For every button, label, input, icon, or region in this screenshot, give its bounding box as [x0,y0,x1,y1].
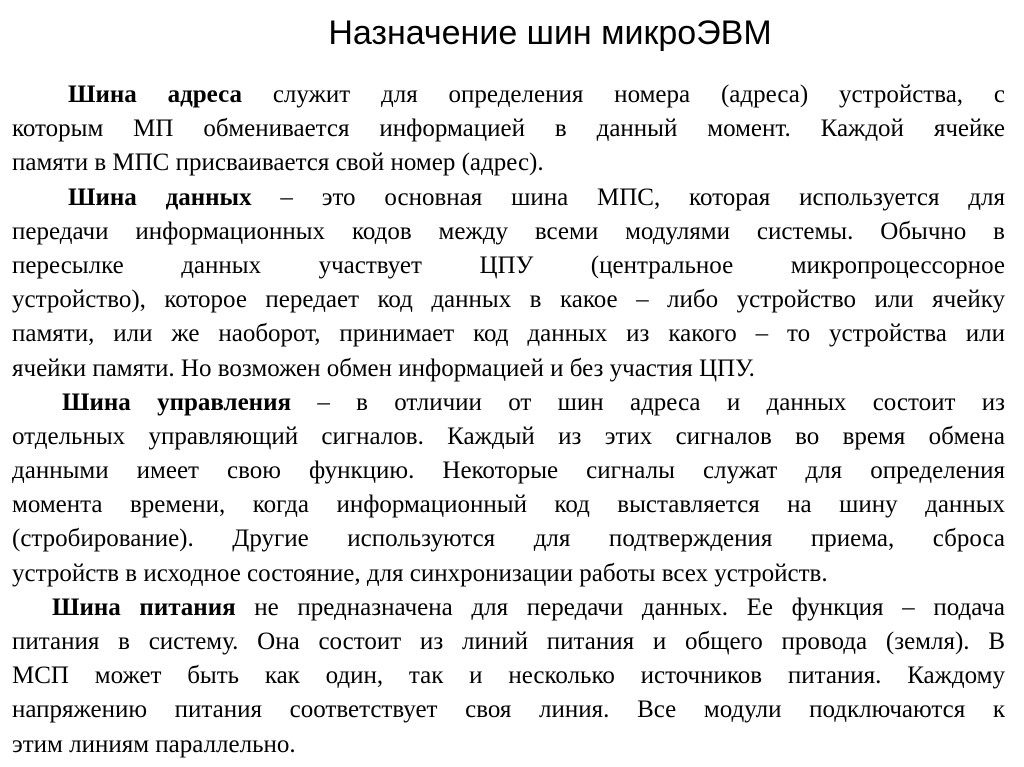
paragraph-line [12,454,1005,488]
line-text: – это основная шина МПС, которая используется для [251,183,1005,211]
paragraph-line [12,591,1005,625]
line-text: отдельных управляющий сигналов. Каждый из этих сигналов во время обмена [12,422,1005,450]
line-text: этим линиям параллельно. [12,730,296,758]
paragraph-line [12,112,1005,146]
paragraph-line [12,420,1005,454]
paragraph-line [12,728,1005,762]
line-text: (стробирование). Другие используются для подтверждения приема, сброса [12,525,1005,553]
paragraph-line [12,283,1005,317]
line-text: служит для определения номера (адреса) устройства, с [241,81,1005,108]
line-text: питания в систему. Она состоит из линий питания и общего провода (земля). В [12,628,1005,655]
line-text: памяти, или же наоборот, принимает код данных из какого – то устройства или [12,320,1005,348]
bus-term: Шина управления [62,388,292,416]
slide-body [12,78,1005,762]
line-text: МСП может быть как один, так и несколько источников питания. Каждому [12,662,1005,690]
paragraph-line [12,78,1005,112]
bus-term: Шина адреса [68,81,242,108]
paragraph-line [12,693,1005,727]
line-text: которым МП обменивается информацией в данный момент. Каждой ячейке [12,115,1005,143]
paragraph-line [12,317,1005,351]
paragraph-line [12,625,1005,659]
bus-term: Шина данных [68,183,252,211]
paragraph-line [12,146,1005,180]
line-text: пересылке данных участвует ЦПУ (центральное микропроцессорное [12,251,1005,279]
line-text: не предназначена для передачи данных. Ее функция – подача [235,593,1005,621]
paragraph-line [12,181,1005,215]
line-text: передачи информационных кодов между всеми модулями системы. Обычно в [12,217,1005,245]
paragraph-line [12,557,1005,591]
line-text: данными имеет свою функцию. Некоторые сигналы служат для определения [12,457,1005,485]
line-text: напряжению питания соответствует своя линия. Все модули подключаются к [12,696,1005,724]
line-text: ячейки памяти. Но возможен обмен информацией и без участия ЦПУ. [12,354,755,382]
paragraph-line [12,488,1005,522]
bus-term: Шина питания [52,593,236,621]
paragraph-line [12,352,1005,386]
line-text: памяти в МПС присваивается свой номер (адрес). [12,149,544,177]
paragraph-line [12,386,1005,420]
paragraph-line [12,522,1005,556]
line-text: момента времени, когда информационный код выставляется на шину данных [12,491,1005,519]
slide-title: Назначение шин микроЭВМ [328,14,772,52]
paragraph-line [12,659,1005,693]
line-text: устройств в исходное состояние, для синхронизации работы всех устройств. [12,559,828,587]
line-text: – в отличии от шин адреса и данных состоит из [291,388,1005,416]
line-text: устройство), которое передает код данных в какое – либо устройство или ячейку [12,286,1005,314]
paragraph-line [12,249,1005,283]
paragraph-line [12,215,1005,249]
